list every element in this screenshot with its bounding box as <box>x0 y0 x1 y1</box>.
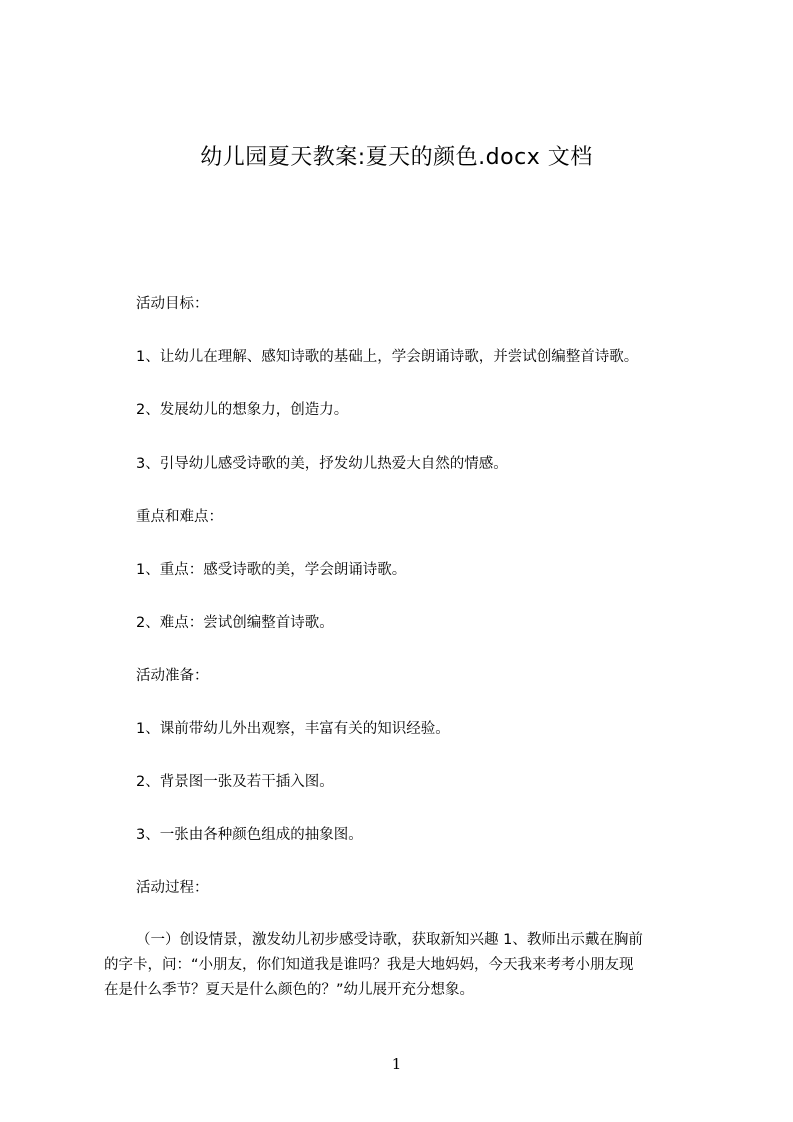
goal-item-2: 2、发展幼儿的想象力，创造力。 <box>136 402 349 418</box>
preparation-item-2: 2、背景图一张及若干插入图。 <box>136 774 334 790</box>
key-point-item-1: 1、重点：感受诗歌的美，学会朗诵诗歌。 <box>136 562 407 578</box>
preparation-item-1: 1、课前带幼儿外出观察，丰富有关的知识经验。 <box>136 721 450 737</box>
section-heading-goals: 活动目标： <box>136 296 209 312</box>
document-title: 幼儿园夏天教案:夏天的颜色.docx 文档 <box>200 145 593 170</box>
page-number: 1 <box>391 1055 402 1073</box>
section-heading-key-points: 重点和难点： <box>136 509 223 525</box>
key-point-item-2: 2、难点：尝试创编整首诗歌。 <box>136 615 334 631</box>
paragraph-row: 的字卡，问：“小朋友，你们知道我是谁吗？我是大地妈妈，今天我来考考小朋友现 <box>104 957 634 973</box>
goal-item-3: 3、引导幼儿感受诗歌的美，抒发幼儿热爱大自然的情感。 <box>136 456 508 472</box>
section-heading-preparation: 活动准备： <box>136 668 209 684</box>
goal-item-1: 1、让幼儿在理解、感知诗歌的基础上，学会朗诵诗歌，并尝试创编整首诗歌。 <box>136 349 639 365</box>
paragraph-row: 在是什么季节？夏天是什么颜色的？”幼儿展开充分想象。 <box>104 982 475 998</box>
process-paragraph <box>104 928 716 1003</box>
preparation-item-3: 3、一张由各种颜色组成的抽象图。 <box>136 827 363 843</box>
section-heading-process: 活动过程： <box>136 880 209 896</box>
paragraph-row: （一）创设情景，激发幼儿初步感受诗歌，获取新知兴趣 1、教师出示戴在胸前 <box>136 932 643 948</box>
